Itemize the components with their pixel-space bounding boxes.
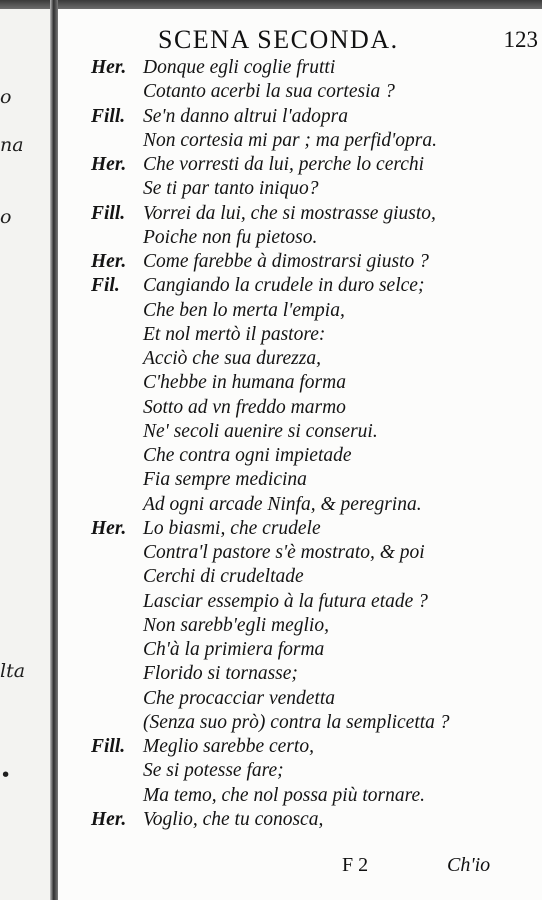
verse-text: Che vorresti da lui, perche lo cerchi [143,154,425,175]
verse-text: Che contra ogni impietade [143,445,352,466]
verse-text: Ma temo, che nol possa più tornare. [143,784,425,806]
verse-line [58,105,542,129]
verse-line [58,541,542,565]
verse-text: Cotanto acerbi la sua cortesia ? [143,81,395,103]
verse-text: Contra'l pastore s'è mostrato, & poi [143,542,425,563]
verse-line [58,808,542,832]
speaker-name: Her. [91,808,127,830]
speaker-name: Her. [91,57,127,78]
verse-text: Voglio, che tu conosca, [143,808,324,830]
verse-text: Et nol mertò il pastore: [143,323,326,345]
page-number: 123 [503,27,538,52]
verse-line [58,784,542,808]
verse-text: Se si potesse fare; [143,760,284,782]
verse-line [58,662,542,686]
verse-line [58,347,542,371]
running-title: SCENA SECONDA. [158,25,399,54]
verse-text: Acciò che sua durezza, [143,348,321,369]
verse-line [58,735,542,759]
previous-page-word-fragment: o [0,206,12,228]
verse-line [58,565,542,589]
book-gutter [50,0,58,900]
speaker-name: Fill. [91,105,126,127]
verse-text: Cerchi di crudeltade [143,566,304,588]
verse-line [58,687,542,711]
verse-text: Non cortesia mi par ; ma perfid'opra. [143,129,437,151]
verse-text: Lo biasmi, che crudele [143,517,321,539]
verse-line [58,468,542,492]
speaker-name: Fil. [91,275,120,297]
verse-text: Ad ogni arcade Ninfa, & peregrina. [143,493,422,515]
verse-text: Vorrei da lui, che si mostrasse giusto, [143,202,436,224]
verse-line [58,517,542,541]
catchword: Ch'io [447,854,491,876]
verse-line [58,226,542,250]
speaker-name: Her. [91,154,127,175]
verse-line [58,420,542,444]
previous-page-word-fragment: o [0,86,12,108]
verse-text: Ch'à la primiera forma [143,639,325,660]
verse-line [58,129,542,153]
verse-line [58,638,542,662]
verse-line [58,493,542,517]
verse-line [58,299,542,323]
verse-line [58,80,542,104]
verse-text: Sotto ad vn freddo marmo [143,396,346,418]
verse-line [58,153,542,177]
verse-text: Poiche non fu pietoso. [143,226,318,248]
verse-line [58,711,542,735]
previous-page-word-fragment: lta [0,660,26,682]
verse-text: Non sarebb'egli meglio, [143,614,329,636]
verse-text: Meglio sarebbe certo, [143,736,314,757]
page-header [158,25,538,57]
verse-line [58,323,542,347]
verse-line [58,444,542,468]
verse-line [58,202,542,226]
verse-line [58,396,542,420]
verse-text: Cangiando la crudele in duro selce; [143,275,425,297]
verse-line [58,177,542,201]
verse-text: Lasciar essempio à la futura etade ? [143,590,428,612]
previous-page-word-fragment: • [0,764,12,786]
verse-text: Come farebbe à dimostrarsi giusto ? [143,251,429,272]
previous-page-word-fragment: na [0,134,24,156]
verse-line [58,614,542,638]
verse-text: C'hebbe in humana forma [143,372,346,394]
speaker-name: Fill. [91,202,126,224]
previous-page-fragment [0,9,52,900]
verse-line [58,274,542,298]
verse-line [58,371,542,395]
verse-text: Ne' secoli auenire si conserui. [143,420,378,442]
speaker-name: Her. [91,251,127,272]
speaker-name: Her. [91,517,127,539]
verse-text: (Senza suo prò) contra la semplicetta ? [143,711,450,733]
scan-top-edge [0,0,542,9]
verse-text: Florido si tornasse; [143,663,298,685]
signature-mark: F 2 [342,854,369,876]
verse-text: Se ti par tanto iniquo? [143,178,319,200]
verse-line [58,250,542,274]
verse-text: Fia sempre medicina [143,469,307,491]
text-page [58,9,542,900]
verse-line [58,590,542,614]
speaker-name: Fill. [91,736,126,757]
verse-text: Che procacciar vendetta [143,687,336,709]
verse-line [58,56,542,80]
verse-text: Che ben lo merta l'empia, [143,299,345,321]
verse-line [58,759,542,783]
verse-text: Donque egli coglie frutti [143,57,336,78]
verse-text: Se'n danno altrui l'adopra [143,105,348,127]
